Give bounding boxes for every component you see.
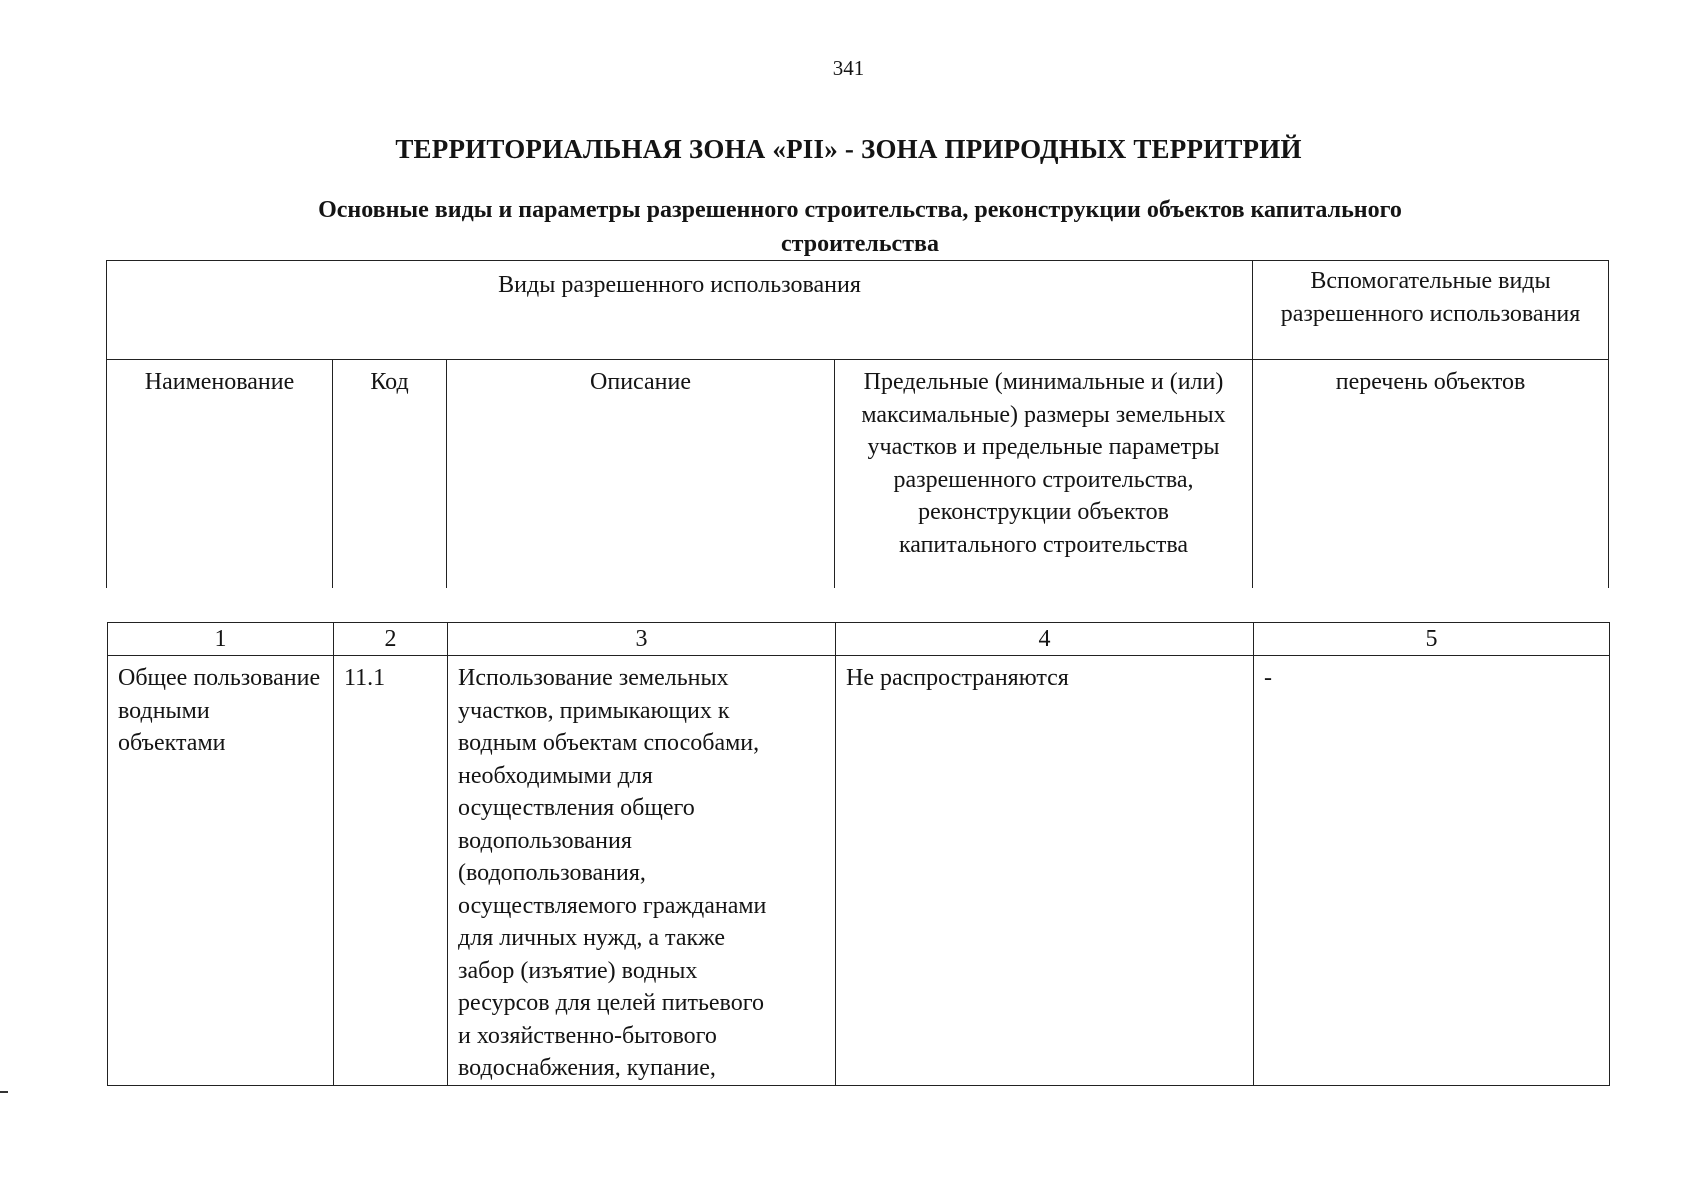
- header-aux-list: перечень объектов: [1253, 360, 1609, 589]
- description-line: водным объектам способами,: [458, 730, 760, 756]
- column-number: 1: [108, 623, 334, 656]
- header-aux-group: Вспомогательные виды разрешенного использования: [1253, 261, 1609, 360]
- cell-name: Общее пользование водными объектами: [108, 656, 334, 1086]
- column-number-row: [108, 623, 1610, 656]
- column-number: 5: [1254, 623, 1610, 656]
- column-number: 4: [836, 623, 1254, 656]
- column-number: 3: [448, 623, 836, 656]
- zone-title: ТЕРРИТОРИАЛЬНАЯ ЗОНА «РII» - ЗОНА ПРИРОДНЫХ ТЕРРИТРИЙ: [395, 134, 1302, 164]
- description-line: для личных нужд, а также: [458, 925, 726, 951]
- header-name: Наименование: [107, 360, 333, 589]
- description-line: (водопользования,: [458, 860, 646, 886]
- description-line: осуществляемого гражданами: [458, 892, 767, 919]
- scan-edge-mark: [0, 1091, 8, 1093]
- description-line: ресурсов для целей питьевого: [458, 990, 764, 1016]
- header-table: [106, 260, 1609, 588]
- page-number: 341: [832, 56, 865, 80]
- cell-limits: Не распространяются: [836, 656, 1254, 1086]
- description-line: забор (изъятие) водных: [458, 957, 698, 984]
- data-table: [107, 622, 1610, 1086]
- cell-aux-list: -: [1254, 656, 1610, 1086]
- section-title: [200, 193, 1520, 261]
- section-title-line-1: Основные виды и параметры разрешенного строительства, реконструкции объектов капитального: [318, 197, 1402, 223]
- cell-description: [448, 656, 836, 1086]
- description-line: водопользования: [458, 827, 632, 854]
- section-title-line-2: строительства: [781, 231, 939, 257]
- header-description: Описание: [447, 360, 835, 589]
- description-line: и хозяйственно-бытового: [458, 1022, 717, 1049]
- description-line: водоснабжения, купание,: [458, 1055, 716, 1081]
- description-line: Использование земельных: [458, 665, 729, 691]
- description-line: необходимыми для: [458, 762, 653, 789]
- column-number: 2: [334, 623, 448, 656]
- description-line: осуществления общего: [458, 795, 695, 821]
- table-row: [108, 656, 1610, 1086]
- header-code: Код: [333, 360, 447, 589]
- description-line: участков, примыкающих к: [458, 697, 730, 724]
- cell-code: 11.1: [334, 656, 448, 1086]
- header-limits: Предельные (минимальные и (или) максимальные) размеры земельных участков и предельные параметры разрешенного строительства, реконструкции объектов капитального строительства: [835, 360, 1253, 589]
- header-main-group: Виды разрешенного использования: [107, 261, 1253, 360]
